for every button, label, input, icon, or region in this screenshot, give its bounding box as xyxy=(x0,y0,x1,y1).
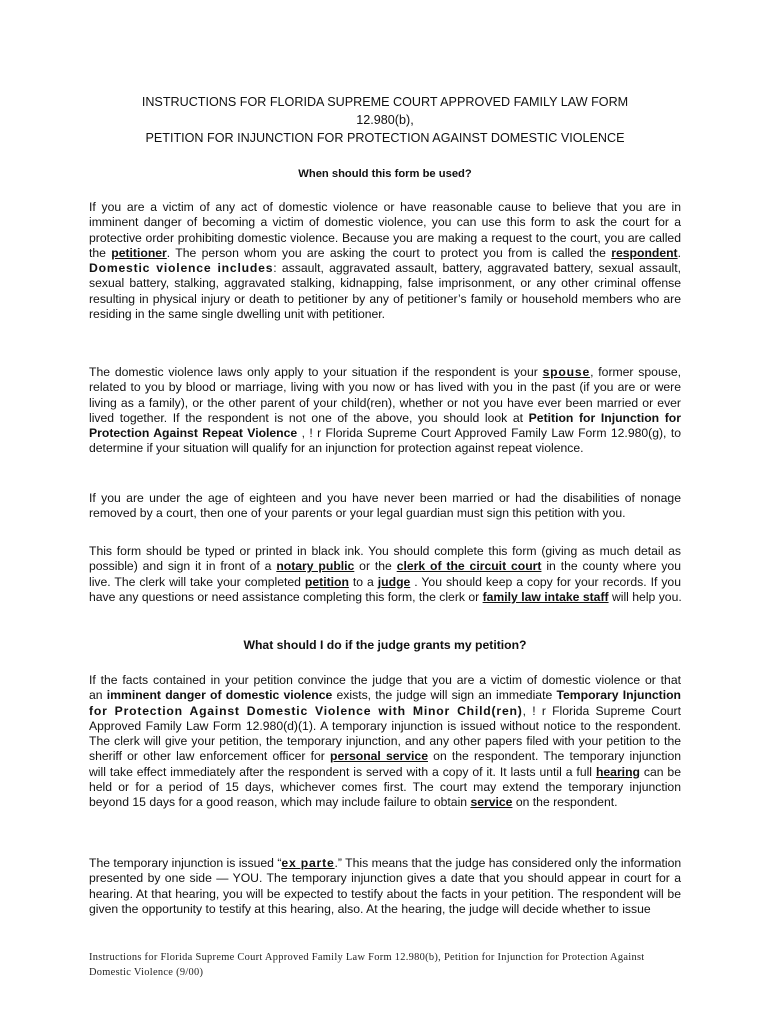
text-line: hearing. At that hearing, you will be expected to testify about the facts in your petition. The respondent will be xyxy=(89,886,681,901)
paragraph-how-to-complete xyxy=(89,544,681,605)
text-line: resulting in physical injury or death to petitioner by any of petitioner’s family or household members who are xyxy=(89,291,681,306)
text-line: lived together. If the respondent is not one of the above, you should look at Petition for Injunction for xyxy=(89,410,681,425)
paragraph-minors xyxy=(89,491,681,522)
text-line: related to you by blood or marriage, living with you now or has lived with you in the past (if you are or were xyxy=(89,380,681,395)
term-respondent: respondent xyxy=(611,245,678,260)
paragraph-temporary-injunction xyxy=(89,673,681,811)
text-line: for Protection Against Domestic Violence with Minor Child(ren), ! r Florida Supreme Court xyxy=(89,703,681,718)
text-line: This form should be typed or printed in black ink. You should complete this form (giving as much detail as xyxy=(89,544,681,558)
text-line: possible) and sign it in front of a notary public or the clerk of the circuit court in the county where you xyxy=(89,559,681,574)
term-judge: judge xyxy=(377,574,411,589)
term-protection-minor-children: for Protection Against Domestic Violence with Minor Child(ren) xyxy=(89,703,523,718)
text-line: imminent danger of becoming a victim of domestic violence, you can use this form to ask the court for a xyxy=(89,215,681,230)
text-line: The temporary injunction is issued “ex parte.” This means that the judge has considered only the information xyxy=(89,856,682,870)
paragraph-who-can-use xyxy=(89,200,681,322)
term-repeat-violence-petition-cont: Protection Against Repeat Violence xyxy=(89,426,298,441)
text-line: live. The clerk will take your completed petition to a judge . You should keep a copy for your records. If you xyxy=(89,574,681,589)
term-domestic-violence-includes: Domestic violence includes xyxy=(89,261,274,276)
text-line: If you are under the age of eighteen and you have never been married or had the disabilities of nonage xyxy=(89,491,681,505)
text-line: Domestic violence includes: assault, aggravated assault, battery, aggravated battery, sexual assault, xyxy=(89,261,681,276)
term-temporary-injunction: Temporary Injunction xyxy=(556,688,681,703)
term-petitioner: petitioner xyxy=(111,245,167,260)
term-imminent-danger: imminent danger of domestic violence xyxy=(106,688,333,703)
term-petition: petition xyxy=(304,574,349,589)
text-line: will take effect immediately after the respondent is served with a copy of it. It lasts until a full hearing can be xyxy=(89,764,681,779)
text-line: If the facts contained in your petition convince the judge that you are a victim of domestic violence or that xyxy=(89,673,681,687)
term-service: service xyxy=(470,795,513,810)
section-heading-when-to-use: When should this form be used? xyxy=(298,168,472,180)
term-spouse: spouse xyxy=(542,365,591,379)
form-title-line-3: PETITION FOR INJUNCTION FOR PROTECTION AGAINST DOMESTIC VIOLENCE xyxy=(145,131,625,145)
text-line: protective order prohibiting domestic violence. Because you are making a request to the court, you are called xyxy=(89,230,681,245)
text-line: residing in the same single dwelling unit with petitioner. xyxy=(89,307,386,322)
term-personal-service: personal service xyxy=(330,749,428,764)
term-repeat-violence-petition: Petition for Injunction for xyxy=(528,410,681,425)
footer-line-1: Instructions for Florida Supreme Court Approved Family Law Form 12.980(b), Petition for Injunction for Protection Against xyxy=(89,952,645,963)
text-line: the petitioner. The person whom you are asking the court to protect you from is called the respondent. xyxy=(89,245,681,260)
text-line: sheriff or other law enforcement officer for personal service on the respondent. The temporary injunction xyxy=(89,749,682,764)
text-line: The domestic violence laws only apply to your situation if the respondent is your spouse, former spouse, xyxy=(89,365,681,379)
text-line: have any questions or need assistance completing this form, the clerk or family law intake staff will help you. xyxy=(89,589,682,604)
term-hearing: hearing xyxy=(595,764,640,779)
paragraph-relationship-requirement xyxy=(89,365,681,457)
text-line: beyond 15 days for a good reason, which may include failure to obtain service on the respondent. xyxy=(89,795,618,810)
text-line: sexual battery, stalking, aggravated stalking, kidnapping, false imprisonment, or any other criminal offense xyxy=(89,276,681,291)
footer-form-reference xyxy=(89,950,689,980)
text-line: presented by one side — YOU. The temporary injunction gives a date that you should appear in court for a xyxy=(89,871,681,886)
text-line: living as a family), or the other parent of your child(ren), whether or not you have ever been married or ever xyxy=(89,395,681,410)
section-heading-if-judge-grants: What should I do if the judge grants my petition? xyxy=(243,638,527,652)
text-line: given the opportunity to testify at this hearing, also. At the hearing, the judge will decide whether to issue xyxy=(89,901,651,916)
form-title-line-2: 12.980(b), xyxy=(356,113,414,127)
term-notary-public: notary public xyxy=(276,559,355,574)
text-line: Protection Against Repeat Violence , ! r Florida Supreme Court Approved Family Law Form 12.980(g), to xyxy=(89,426,681,441)
text-line: If you are a victim of any act of domestic violence or have reasonable cause to believe that you are in xyxy=(89,200,681,214)
paragraph-ex-parte xyxy=(89,856,681,917)
text-line: The clerk will give your petition, the temporary injunction, and any other papers filed with your petition to the xyxy=(89,734,681,749)
term-ex-parte: ex parte xyxy=(281,856,335,870)
text-line: Approved Family Law Form 12.980(d)(1). A temporary injunction is issued without notice to the respondent. xyxy=(89,718,681,733)
footer-line-2: Domestic Violence (9/00) xyxy=(89,967,204,978)
text-line: determine if your situation will qualify for an injunction for protection against repeat violence. xyxy=(89,441,584,456)
text-line: removed by a court, then one of your parents or your legal guardian must sign this petition with you. xyxy=(89,506,626,521)
form-title-line-1: INSTRUCTIONS FOR FLORIDA SUPREME COURT APPROVED FAMILY LAW FORM xyxy=(141,95,629,109)
term-family-law-intake-staff: family law intake staff xyxy=(482,589,609,604)
text-line: held or for a period of 15 days, whichever comes first. The court may extend the temporary injunction xyxy=(89,780,681,795)
text-line: an imminent danger of domestic violence exists, the judge will sign an immediate Temporary Injunction xyxy=(89,688,681,703)
term-clerk-of-circuit-court: clerk of the circuit court xyxy=(396,559,542,574)
